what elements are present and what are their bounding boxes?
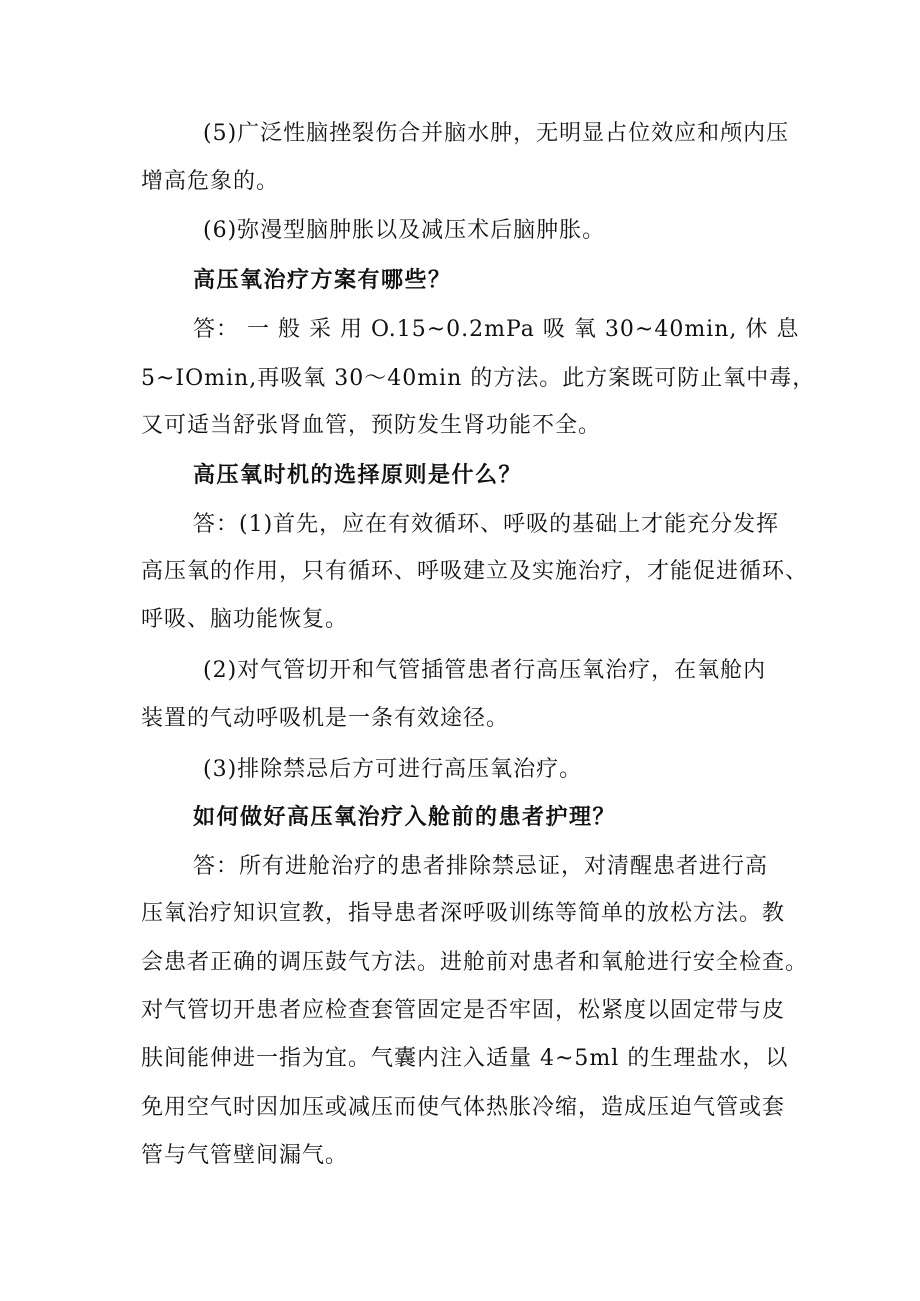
list-item-2-line-2: 装置的气动呼吸机是一条有效途径。 [141, 706, 510, 731]
list-item-3-line-1: (3)排除禁忌后方可进行高压氧治疗。 [203, 757, 583, 782]
question-heading-pre-chamber-care: 如何做好高压氧治疗入舱前的患者护理？ [193, 804, 617, 830]
answer-care-line-5: 肤间能伸进一指为宜。气囊内注入适量 4~5ml 的生理盐水，以 [141, 1046, 789, 1071]
answer-treatment-plan-line-2: 5~IOmin,再吸氧 30～40min 的方法。此方案既可防止氧中毒， [141, 366, 816, 391]
answer-care-line-1: 答：所有进舱治疗的患者排除禁忌证，对清醒患者进行高 [193, 854, 769, 879]
question-heading-treatment-plan: 高压氧治疗方案有哪些？ [193, 267, 452, 293]
answer-care-line-4: 对气管切开患者应检查套管固定是否牢固，松紧度以固定带与皮 [141, 998, 786, 1023]
answer-timing-line-1: 答：(1)首先，应在有效循环、呼吸的基础上才能充分发挥 [193, 512, 780, 537]
answer-care-line-3: 会患者正确的调压鼓气方法。进舱前对患者和氧舱进行安全检查。 [141, 950, 809, 975]
answer-treatment-plan-line-1: 答： 一 般 采 用 O.15~0.2mPa 吸 氧 30~40min, 休 息 [193, 317, 800, 342]
list-item-2-line-1: (2)对气管切开和气管插管患者行高压氧治疗，在氧舱内 [203, 658, 767, 683]
question-heading-timing-principle: 高压氧时机的选择原则是什么？ [193, 462, 523, 488]
answer-care-line-7: 管与气管壁间漏气。 [141, 1143, 349, 1168]
list-item-5-line-2: 增高危象的。 [141, 169, 280, 194]
answer-care-line-2: 压氧治疗知识宣教，指导患者深呼吸训练等简单的放松方法。教 [141, 901, 786, 926]
list-item-5-line-1: (5)广泛性脑挫裂伤合并脑水肿，无明显占位效应和颅内压 [203, 121, 790, 146]
answer-treatment-plan-line-3: 又可适当舒张肾血管，预防发生肾功能不全。 [141, 413, 602, 438]
answer-care-line-6: 免用空气时因加压或减压而使气体热胀冷缩，造成压迫气管或套 [141, 1095, 786, 1120]
answer-timing-line-3: 呼吸、脑功能恢复。 [141, 607, 349, 632]
answer-timing-line-2: 高压氧的作用，只有循环、呼吸建立及实施治疗，才能促进循环、 [141, 559, 809, 584]
list-item-6-line-1: (6)弥漫型脑肿胀以及减压术后脑肿胀。 [203, 218, 606, 243]
